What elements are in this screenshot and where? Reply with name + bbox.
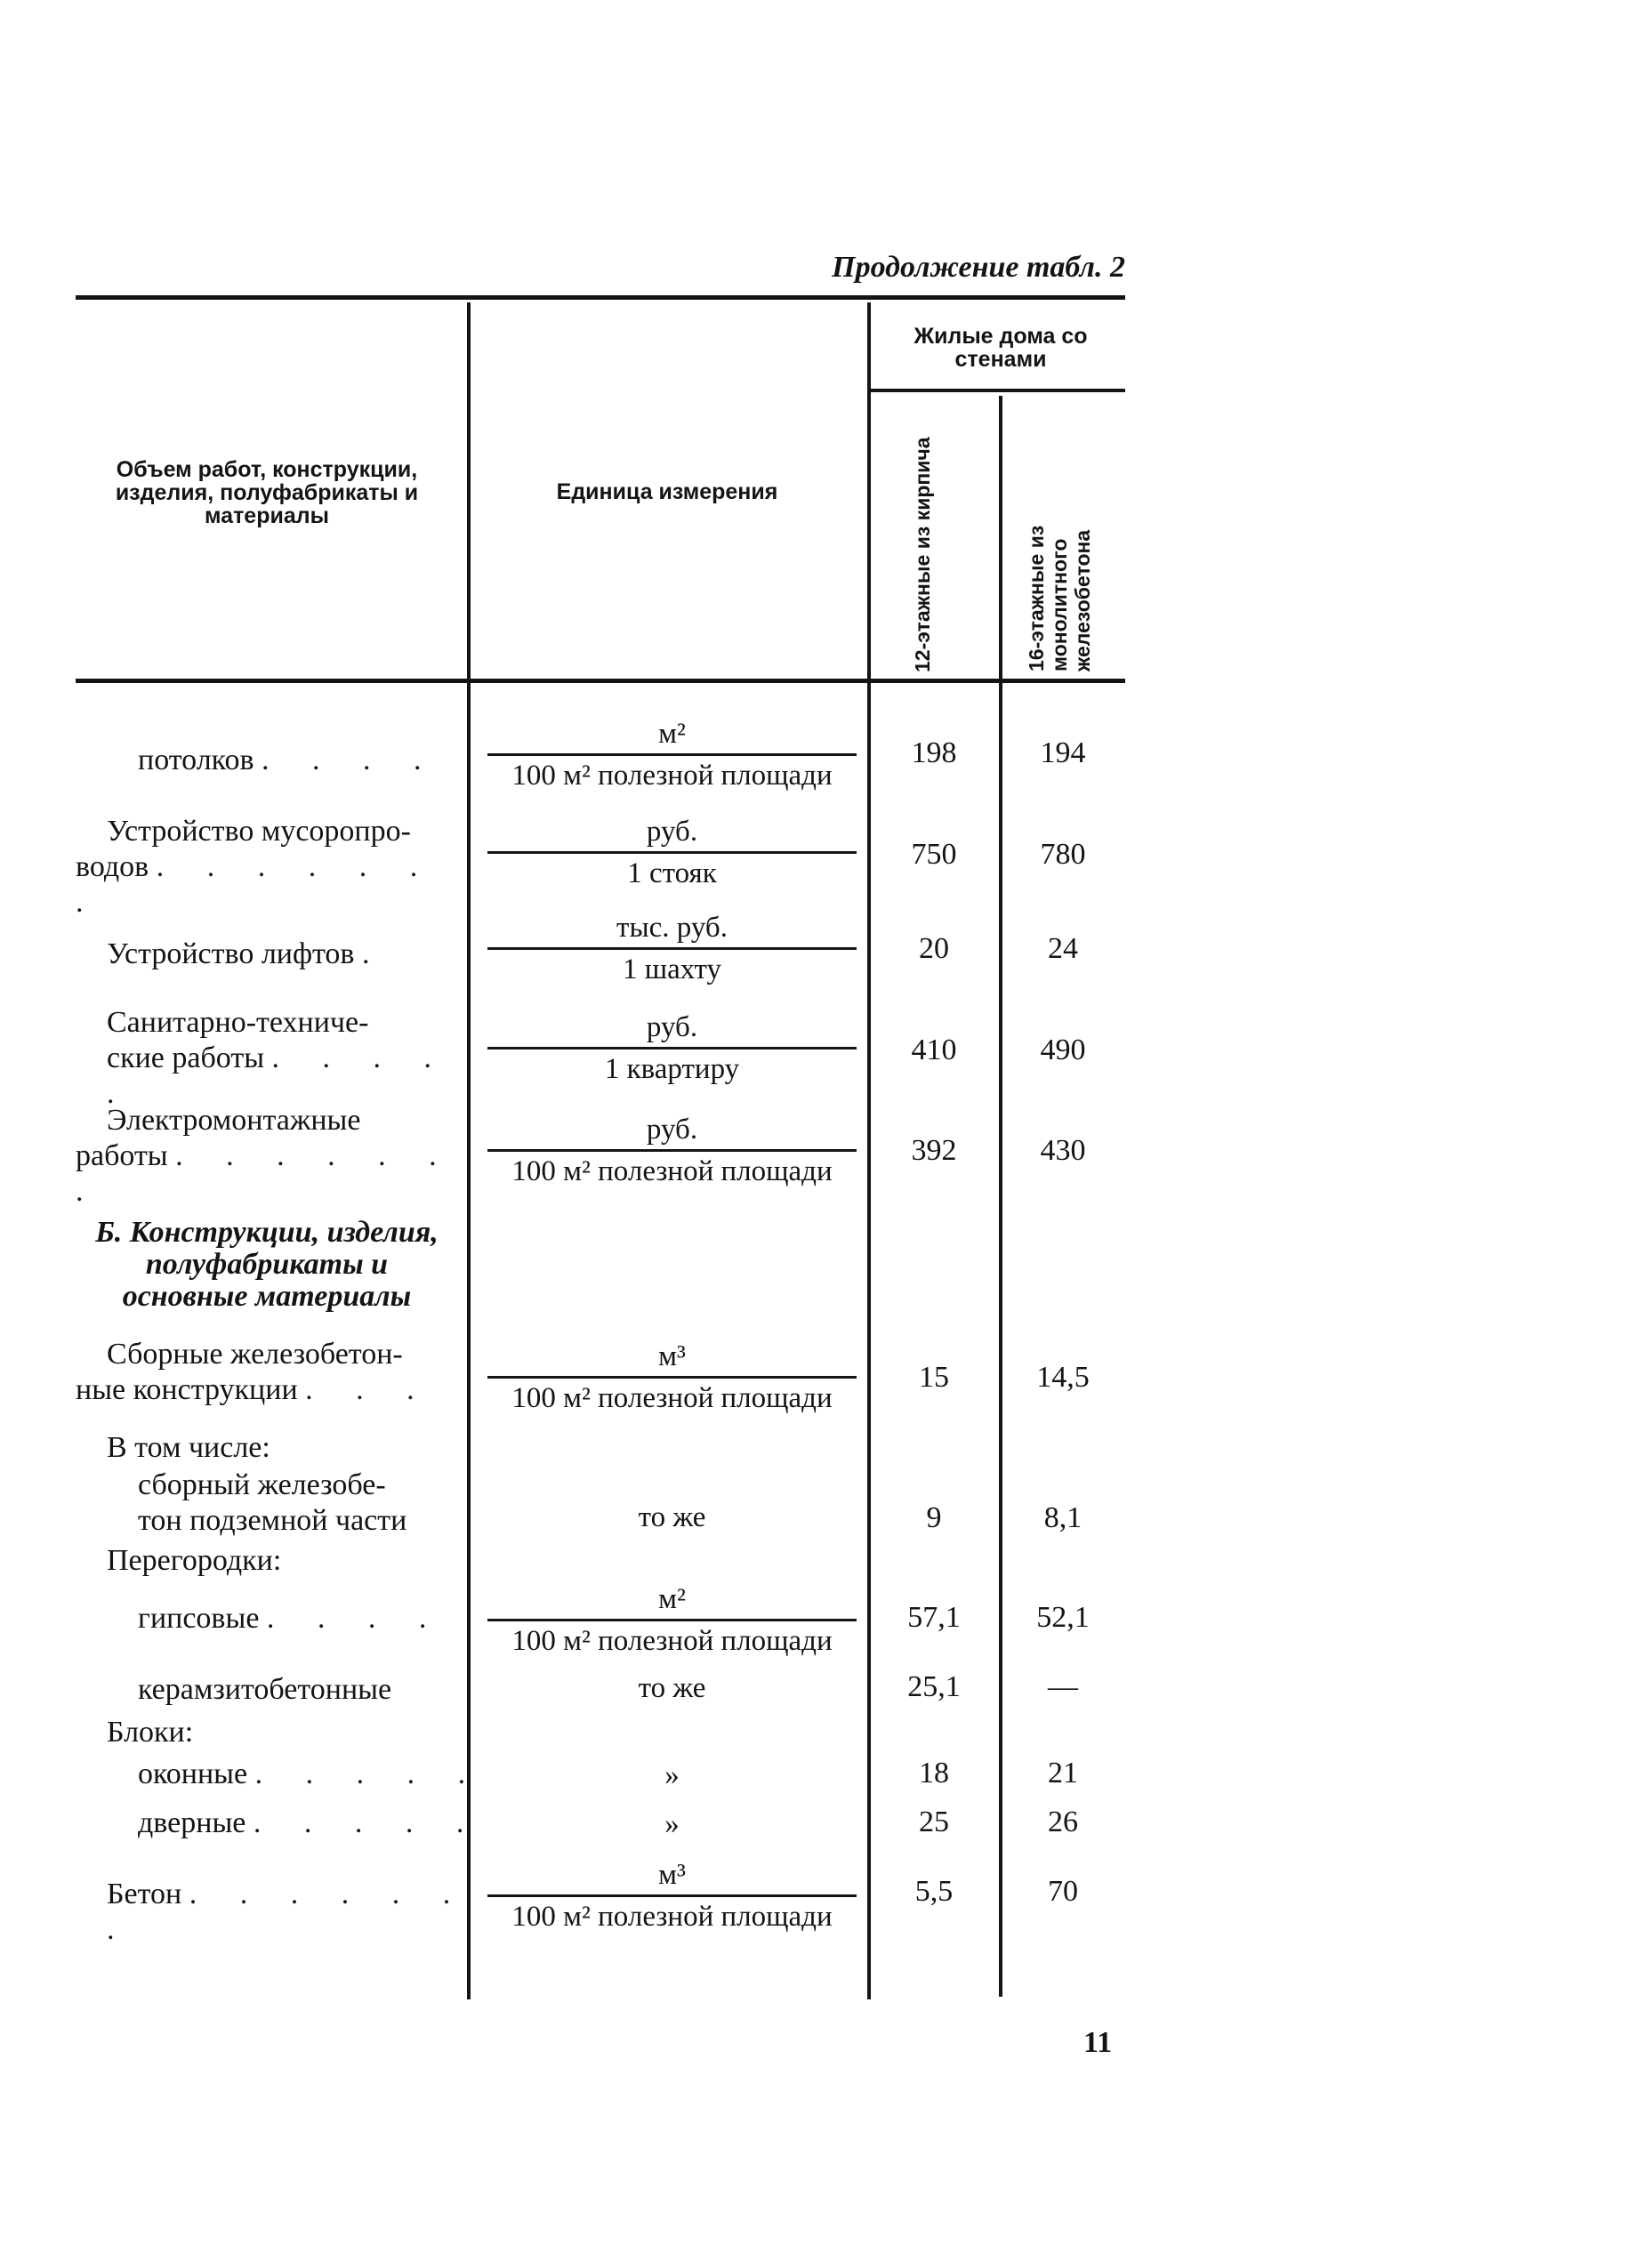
value-brick: 20 xyxy=(919,932,949,965)
unit-fraction: м³ 100 м² полезной площади xyxy=(479,1857,865,1934)
section-heading-b: Б. Конструкции, изделия, полуфабрикаты и основные материалы xyxy=(95,1216,439,1313)
value-concrete: 194 xyxy=(1040,736,1086,769)
value-concrete: — xyxy=(1048,1670,1078,1703)
value-brick: 25 xyxy=(919,1806,949,1838)
header-sub-concrete: 16-этажные из монолитного железобетона xyxy=(1025,525,1094,672)
column-divider-2 xyxy=(867,302,871,1999)
unit-same: то же xyxy=(638,1501,706,1533)
value-concrete: 490 xyxy=(1040,1033,1086,1066)
value-brick: 5,5 xyxy=(914,1875,954,1908)
header-group-houses: Жилые дома со стенами xyxy=(914,324,1088,372)
value-concrete: 8,1 xyxy=(1043,1501,1083,1534)
value-concrete: 26 xyxy=(1048,1806,1078,1838)
row-label-blocks: Блоки: xyxy=(107,1716,194,1749)
unit-fraction: руб. 1 квартиру xyxy=(479,1009,865,1087)
header-col-unit: Единица измерения xyxy=(556,479,778,504)
header-bottom-rule xyxy=(76,679,1125,683)
header-col-work: Объем работ, конструкции, изделия, полуфабрикаты и материалы xyxy=(115,457,419,528)
row-label-precast: Сборные железобетон- ные конструкции . . . xyxy=(76,1338,432,1406)
row-label-partitions: Перегородки: xyxy=(107,1544,282,1577)
group-header-rule xyxy=(870,389,1125,392)
value-brick: 410 xyxy=(911,1033,957,1066)
unit-fraction: м³ 100 м² полезной площади xyxy=(479,1339,865,1416)
value-concrete: 14,5 xyxy=(1036,1361,1090,1394)
value-brick: 18 xyxy=(919,1757,949,1789)
value-concrete: 430 xyxy=(1040,1134,1086,1167)
unit-fraction: м² 100 м² полезной площади xyxy=(479,716,865,793)
value-brick: 392 xyxy=(911,1134,957,1167)
unit-fraction: тыс. руб. 1 шахту xyxy=(479,910,865,987)
row-label-claydite: керамзитобетонные xyxy=(138,1673,392,1706)
unit-fraction: руб. 1 стояк xyxy=(479,814,865,891)
value-concrete: 21 xyxy=(1048,1757,1078,1789)
value-brick: 750 xyxy=(911,838,957,871)
unit-ditto: » xyxy=(664,1759,680,1791)
value-concrete: 24 xyxy=(1048,932,1078,965)
table-top-rule xyxy=(76,295,1125,300)
column-divider-3 xyxy=(999,396,1002,1997)
value-brick: 9 xyxy=(926,1501,942,1534)
table-caption: Продолжение табл. 2 xyxy=(832,251,1125,284)
row-label-electrical: Электромонтажные работы . . . . . . . xyxy=(76,1104,455,1208)
row-label-gypsum: гипсовые . . . . xyxy=(138,1602,445,1635)
unit-same: то же xyxy=(638,1672,706,1704)
page-number: 11 xyxy=(1083,2026,1113,2059)
value-brick: 15 xyxy=(919,1361,949,1394)
unit-fraction: м² 100 м² полезной площади xyxy=(479,1581,865,1659)
value-concrete: 70 xyxy=(1048,1875,1078,1908)
value-concrete: 52,1 xyxy=(1036,1601,1090,1634)
row-label-underground: сборный железобе- тон подземной части xyxy=(138,1468,407,1537)
unit-fraction: руб. 100 м² полезной площади xyxy=(479,1112,865,1189)
unit-ditto: » xyxy=(664,1808,680,1840)
value-concrete: 780 xyxy=(1040,838,1086,871)
row-label-ceilings: потолков . . . . xyxy=(138,744,439,776)
row-label-sanitary: Санитарно-техниче- ские работы . . . . . xyxy=(107,1006,450,1110)
value-brick: 198 xyxy=(911,736,957,769)
row-label-concrete: Бетон . . . . . . . xyxy=(107,1878,469,1946)
value-brick: 25,1 xyxy=(907,1670,961,1703)
row-label-including: В том числе: xyxy=(107,1431,270,1464)
row-label-window: оконные . . . . . xyxy=(138,1757,484,1790)
value-brick: 57,1 xyxy=(907,1601,961,1634)
row-label-door: дверные . . . . . xyxy=(138,1806,482,1839)
header-sub-brick: 12-этажные из кирпича xyxy=(911,437,934,672)
row-label-elevators: Устройство лифтов . xyxy=(107,937,388,970)
row-label-chutes: Устройство мусоропро- водов . . . . . . . xyxy=(76,815,436,919)
